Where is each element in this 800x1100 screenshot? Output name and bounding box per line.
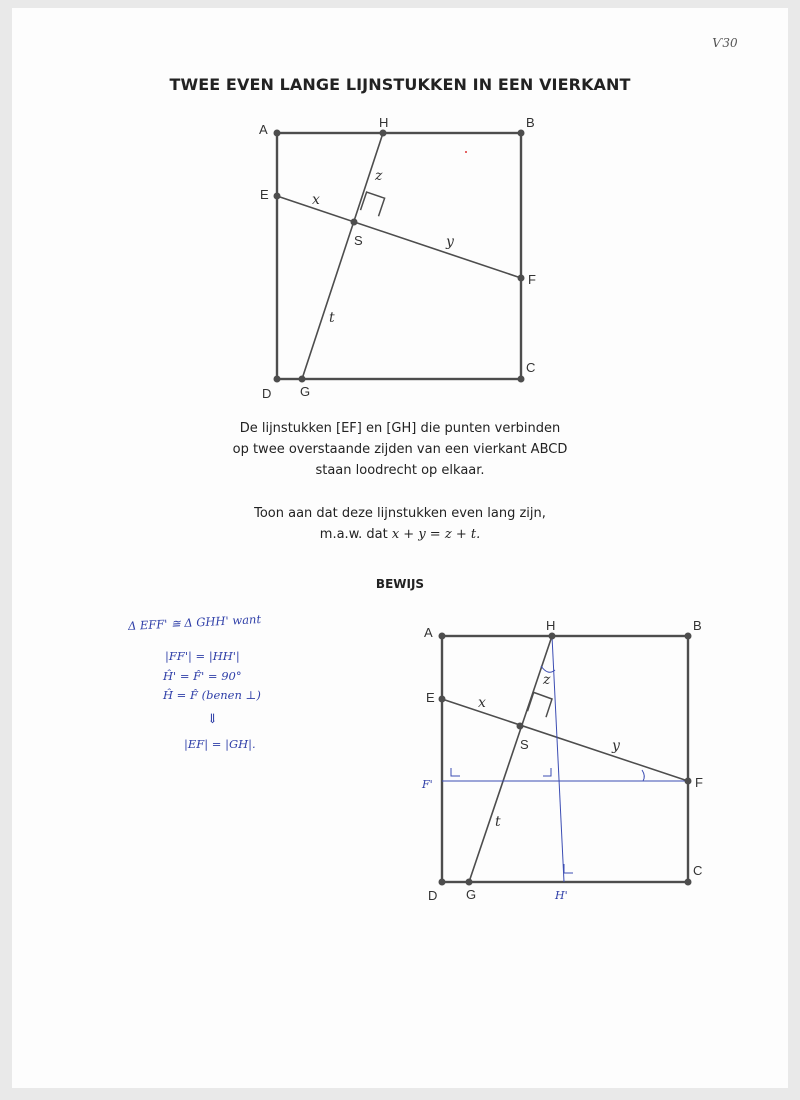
label-b-proof: B	[693, 618, 702, 633]
label-e-proof: E	[426, 690, 435, 705]
var-t: t	[329, 310, 335, 326]
var-z: z	[375, 168, 383, 184]
paper-sheet	[12, 8, 788, 1088]
label-d-proof: D	[428, 888, 438, 903]
label-g-proof: G	[466, 887, 477, 902]
label-b: B	[526, 115, 535, 130]
handwritten-line: Ĥ = F̂ (benen ⊥)	[163, 688, 261, 702]
label-s: S	[354, 233, 363, 248]
var-x: x	[312, 192, 320, 208]
label-c: C	[526, 360, 536, 375]
label-d: D	[262, 386, 272, 401]
label-e: E	[260, 187, 269, 202]
label-h-proof: H	[546, 618, 556, 633]
implies-arrow: ⇓	[207, 712, 218, 727]
label-s-proof: S	[520, 737, 529, 752]
label-f-proof: F	[695, 775, 703, 790]
var-x-proof: x	[478, 695, 486, 711]
task-line	[0, 524, 800, 545]
label-g: G	[300, 384, 311, 399]
label-f: F	[528, 272, 536, 287]
label-f-prime: F'	[422, 778, 433, 791]
var-y: y	[446, 234, 454, 250]
var-t-proof: t	[495, 814, 501, 830]
task-prefix: m.a.w. dat	[319, 527, 392, 542]
problem-statement	[0, 418, 800, 481]
task-line: Toon aan dat deze lijnstukken even lang zijn,	[254, 506, 546, 521]
proof-heading: BEWIJS	[375, 577, 425, 591]
statement-line: staan loodrecht op elkaar.	[315, 463, 485, 478]
statement-line: De lijnstukken [EF] en [GH] die punten verbinden	[239, 421, 561, 436]
label-h-prime: H'	[555, 889, 568, 902]
handwritten-conclusion: |EF| = |GH|.	[184, 737, 256, 751]
var-z-proof: z	[543, 672, 551, 688]
corner-note: Ѵ30	[712, 36, 738, 50]
label-c-proof: C	[693, 863, 703, 878]
problem-task	[0, 503, 800, 545]
task-formula: x + y = z + t.	[391, 527, 481, 542]
label-h: H	[379, 115, 389, 130]
handwritten-line: |FF'| = |HH'|	[165, 649, 240, 663]
page-title: TWEE EVEN LANGE LIJNSTUKKEN IN EEN VIERKANT	[169, 75, 631, 94]
handwritten-line: Δ EFF' ≅ Δ GHH' want	[127, 612, 262, 633]
var-y-proof: y	[612, 738, 620, 754]
statement-line: op twee overstaande zijden van een vierkant ABCD	[232, 442, 568, 457]
handwritten-line: Ĥ' = F̂' = 90°	[163, 669, 242, 683]
label-a: A	[259, 122, 268, 137]
label-a-proof: A	[424, 625, 433, 640]
